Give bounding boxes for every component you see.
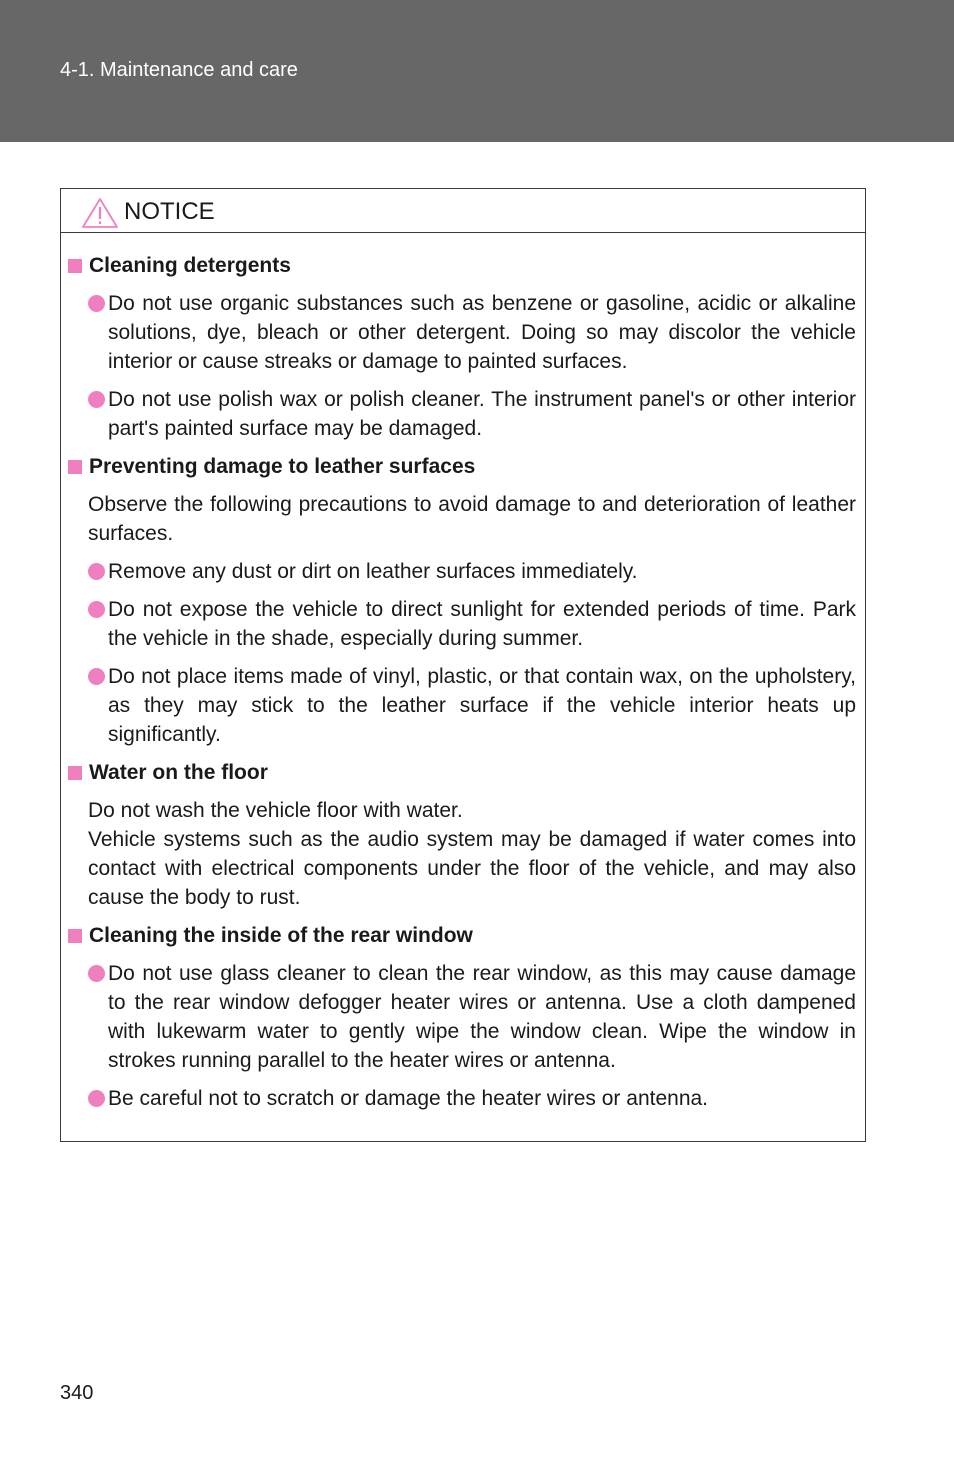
circle-bullet-icon: [88, 668, 105, 685]
circle-bullet-icon: [88, 965, 105, 982]
list-item: [88, 959, 856, 1075]
notice-header: [61, 189, 865, 233]
circle-bullet-icon: [88, 391, 105, 408]
section-title-text: Cleaning the inside of the rear window: [89, 924, 473, 947]
list-item: [88, 595, 856, 653]
section-title: [68, 251, 856, 280]
list-item-text: Do not expose the vehicle to direct sunlight for extended periods of time. Park the vehicle in the shade, especially during summer.: [108, 598, 856, 650]
square-bullet-icon: [68, 766, 82, 780]
section-title-text: Water on the floor: [89, 761, 268, 784]
list-item: [88, 662, 856, 749]
section-title: [68, 921, 856, 950]
paragraph: Do not wash the vehicle floor with water.: [88, 799, 463, 822]
square-bullet-icon: [68, 929, 82, 943]
circle-bullet-icon: [88, 601, 105, 618]
section-title-text: Cleaning detergents: [89, 254, 291, 277]
page-number: 340: [60, 1382, 94, 1404]
list-item-text: Do not use polish wax or polish cleaner. The instrument panel's or other interior part's painted surface may be damaged.: [108, 388, 856, 440]
page-header: [0, 0, 954, 142]
notice-body: [61, 233, 865, 1113]
list-item: [88, 1084, 856, 1113]
list-item-text: Do not place items made of vinyl, plastic, or that contain wax, on the upholstery, as they may stick to the leather surface if the vehicle interior heats up significantly.: [108, 665, 856, 746]
section-breadcrumb: 4-1. Maintenance and care: [60, 59, 298, 81]
circle-bullet-icon: [88, 1090, 105, 1107]
section-title: [68, 758, 856, 787]
section-title-text: Preventing damage to leather surfaces: [89, 455, 476, 478]
square-bullet-icon: [68, 259, 82, 273]
square-bullet-icon: [68, 460, 82, 474]
list-item-text: Be careful not to scratch or damage the heater wires or antenna.: [108, 1087, 709, 1110]
paragraph: Observe the following precautions to avoid damage to and deterioration of leather surfaces.: [88, 493, 856, 545]
list-item-text: Do not use glass cleaner to clean the rear window, as this may cause damage to the rear window defogger heater wires or antenna. Use a cloth dampened with lukewarm water to gently wipe the window clean. Wipe the window in strokes running parallel to the heater wires or antenna.: [108, 962, 856, 1072]
list-item-text: Do not use organic substances such as benzene or gasoline, acidic or alkaline solutions, dye, bleach or other detergent. Doing so may discolor the vehicle interior or cause streaks or damage to painted surfaces.: [108, 292, 856, 373]
list-item: [88, 557, 856, 586]
list-item-text: Remove any dust or dirt on leather surfaces immediately.: [108, 560, 638, 583]
notice-box: [60, 188, 866, 1142]
warning-triangle-icon: [81, 197, 119, 229]
list-item: [88, 289, 856, 376]
circle-bullet-icon: [88, 563, 105, 580]
notice-title: NOTICE: [124, 198, 215, 225]
list-item: [88, 385, 856, 443]
section-title: [68, 452, 856, 481]
paragraph: Vehicle systems such as the audio system may be damaged if water comes into contact with electrical components under the floor of the vehicle, and may also cause the body to rust.: [88, 828, 856, 909]
circle-bullet-icon: [88, 295, 105, 312]
